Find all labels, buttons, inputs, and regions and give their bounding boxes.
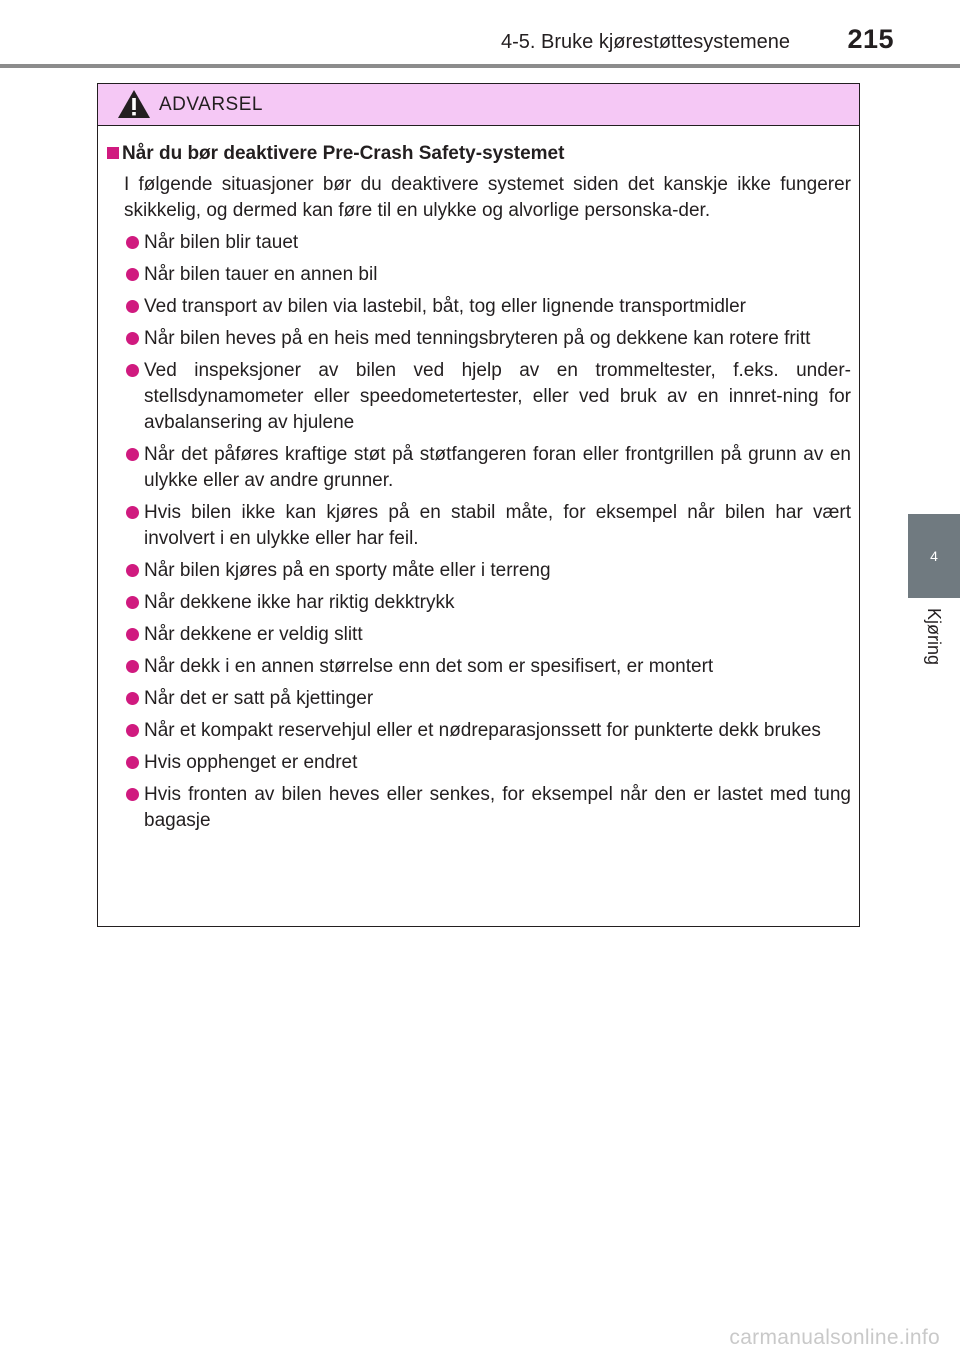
list-item [126, 326, 851, 352]
warning-box [97, 83, 860, 927]
page-header [0, 0, 960, 70]
list-item [126, 262, 851, 288]
header-rule [0, 64, 960, 68]
list-item-text: Hvis opphenget er endret [144, 752, 358, 773]
list-item [126, 558, 851, 584]
warning-heading [107, 141, 859, 167]
warning-triangle-icon [117, 89, 151, 119]
list-item [126, 622, 851, 648]
warning-body [98, 141, 859, 834]
list-item [126, 590, 851, 616]
list-item [126, 782, 851, 834]
circle-bullet-icon [126, 236, 139, 249]
list-item [126, 500, 851, 552]
chapter-number: 4 [930, 548, 938, 564]
list-item [126, 686, 851, 712]
list-item-text: Når dekk i en annen størrelse enn det som er spesifisert, er montert [144, 656, 714, 677]
list-item [126, 718, 851, 744]
list-item-text: Ved inspeksjoner av bilen ved hjelp av en trommeltester, f.eks. under-stellsdynamometer eller speedometertester, eller ved bruk av en innret-ning for avbalansering av hjulene [144, 360, 851, 433]
list-item-text: Når et kompakt reservehjul eller et nødreparasjonssett for punkterte dekk brukes [144, 720, 821, 741]
circle-bullet-icon [126, 268, 139, 281]
list-item-text: Når bilen kjøres på en sporty måte eller i terreng [144, 560, 551, 581]
circle-bullet-icon [126, 724, 139, 737]
list-item-text: Hvis bilen ikke kan kjøres på en stabil måte, for eksempel når bilen har vært involvert i en ulykke eller har feil. [144, 502, 851, 549]
circle-bullet-icon [126, 788, 139, 801]
list-item-text: Hvis fronten av bilen heves eller senkes, for eksempel når den er lastet med tung bagasje [144, 784, 851, 831]
square-bullet-icon [107, 147, 119, 159]
warning-header [98, 84, 859, 126]
list-item [126, 230, 851, 256]
list-item-text: Når bilen blir tauet [144, 232, 299, 253]
list-item-text: Når dekkene er veldig slitt [144, 624, 363, 645]
warning-label: ADVARSEL [159, 94, 263, 115]
list-item [126, 654, 851, 680]
circle-bullet-icon [126, 506, 139, 519]
list-item-text: Når dekkene ikke har riktig dekktrykk [144, 592, 455, 613]
section-title: 4-5. Bruke kjørestøttesystemene [501, 31, 790, 53]
warning-list [98, 230, 859, 834]
list-item-text: Når bilen heves på en heis med tenningsbryteren på og dekkene kan rotere fritt [144, 328, 811, 349]
list-item-text: Når det påføres kraftige støt på støtfangeren foran eller frontgrillen på grunn av en ulykke eller av andre grunner. [144, 444, 851, 491]
circle-bullet-icon [126, 364, 139, 377]
list-item [126, 358, 851, 436]
list-item [126, 294, 851, 320]
warning-intro: I følgende situasjoner bør du deaktivere systemet siden det kanskje ikke fungerer skikkelig, og dermed kan føre til en ulykke og alvorlige personska-der. [124, 174, 851, 221]
page-number: 215 [847, 24, 894, 54]
list-item-text: Når det er satt på kjettinger [144, 688, 374, 709]
warning-heading-text: Når du bør deaktivere Pre-Crash Safety-systemet [122, 143, 565, 164]
chapter-label: Kjøring [924, 608, 944, 666]
list-item-text: Ved transport av bilen via lastebil, båt, tog eller lignende transportmidler [144, 296, 747, 317]
circle-bullet-icon [126, 332, 139, 345]
circle-bullet-icon [126, 692, 139, 705]
circle-bullet-icon [126, 628, 139, 641]
circle-bullet-icon [126, 660, 139, 673]
watermark: carmanualsonline.info [729, 1326, 940, 1349]
list-item [126, 750, 851, 776]
chapter-tab [908, 514, 960, 598]
circle-bullet-icon [126, 564, 139, 577]
circle-bullet-icon [126, 300, 139, 313]
list-item [126, 442, 851, 494]
circle-bullet-icon [126, 756, 139, 769]
circle-bullet-icon [126, 448, 139, 461]
list-item-text: Når bilen tauer en annen bil [144, 264, 378, 285]
circle-bullet-icon [126, 596, 139, 609]
